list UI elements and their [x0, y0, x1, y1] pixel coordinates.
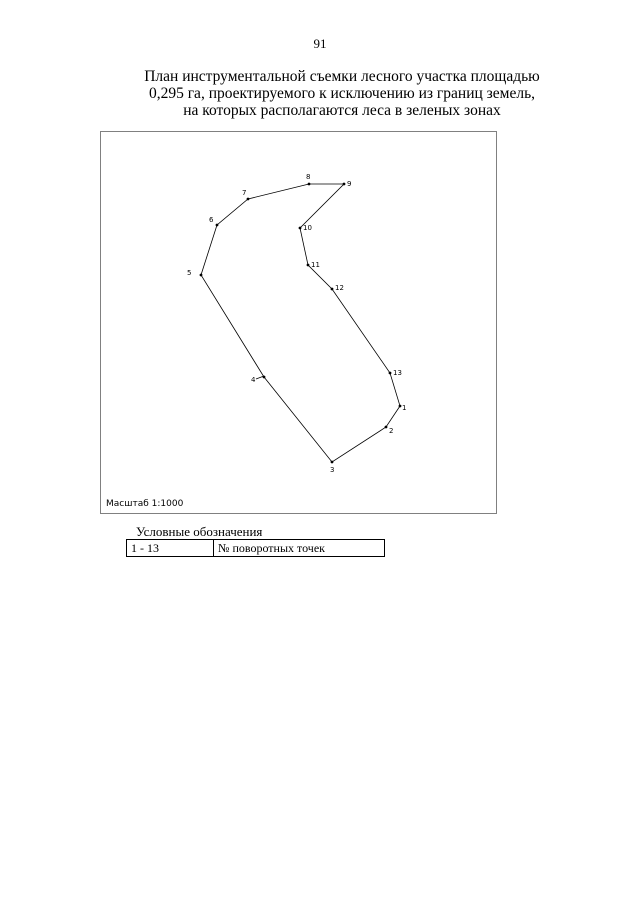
turning-point-3: [331, 461, 334, 464]
scale-label: Масштаб 1:1000: [106, 499, 184, 509]
survey-plan: [100, 131, 497, 514]
document-title: [100, 68, 584, 119]
turning-point-8: [308, 183, 311, 186]
turning-point-2: [385, 426, 388, 429]
point-label-9: 9: [347, 180, 352, 188]
title-line-1: План инструментальной съемки лесного участка площадью: [144, 68, 540, 85]
turning-point-11: [307, 264, 310, 267]
legend-description: № поворотных точек: [214, 540, 385, 557]
boundary-polygon: [201, 184, 400, 462]
turning-point-10: [299, 227, 302, 230]
point-label-11: 11: [311, 261, 320, 269]
legend-table: [126, 539, 385, 557]
point-label-13: 13: [393, 369, 402, 377]
page-number: 91: [313, 36, 327, 51]
point-label-4: 4: [251, 376, 256, 384]
title-line-2: 0,295 га, проектируемого к исключению из границ земель,: [148, 85, 536, 102]
point-label-1: 1: [402, 404, 407, 412]
boundary-points: [187, 173, 406, 474]
turning-point-5: [200, 274, 203, 277]
point-label-8: 8: [306, 173, 311, 181]
survey-plan-drawing: [101, 132, 498, 515]
title-line-3: на которых располагаются леса в зеленых зонах: [183, 102, 501, 119]
legend-title: Условные обозначения: [136, 524, 263, 539]
boundary-lines: [201, 184, 400, 462]
turning-point-1: [399, 405, 402, 408]
turning-point-13: [389, 372, 392, 375]
turning-point-12: [331, 288, 334, 291]
legend-row: [127, 540, 385, 557]
point-label-12: 12: [335, 284, 344, 292]
turning-point-7: [247, 198, 250, 201]
turning-point-6: [216, 224, 219, 227]
turning-point-4: [263, 376, 266, 379]
point-label-3: 3: [330, 466, 335, 474]
point-label-7: 7: [242, 189, 247, 197]
point-label-6: 6: [209, 216, 214, 224]
point-label-2: 2: [389, 427, 394, 435]
turning-point-9: [343, 183, 346, 186]
point-label-10: 10: [303, 224, 312, 232]
legend-key: 1 - 13: [127, 540, 214, 557]
point-label-5: 5: [187, 269, 192, 277]
